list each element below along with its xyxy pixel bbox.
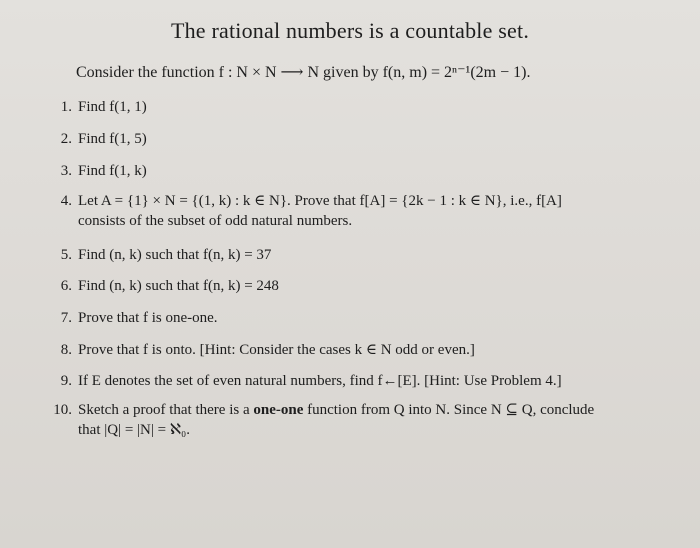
item-number: 5. [60, 247, 72, 263]
item-text: Find f(1, k) [78, 163, 147, 179]
item-text: Find (n, k) such that f(n, k) = 37 [78, 247, 272, 263]
item-text-segment: Sketch a proof that there is a [78, 402, 254, 418]
item-text-line-2: that |Q| = |N| = ℵ₀. [78, 422, 190, 438]
item-text-line-2: consists of the subset of odd natural numbers. [78, 213, 353, 229]
item-text [78, 191, 648, 231]
item-number: 2. [60, 131, 72, 147]
item-text: Find f(1, 5) [78, 131, 147, 147]
item-number: 7. [60, 310, 72, 326]
item-number: 3. [60, 163, 72, 179]
item-number: 8. [60, 342, 72, 358]
item-number: 6. [60, 278, 72, 294]
item-text: Find (n, k) such that f(n, k) = 248 [78, 278, 279, 294]
item-text: Find f(1, 1) [78, 99, 147, 115]
item-text: If E denotes the set of even natural numbers, find f←[E]. [Hint: Use Problem 4.] [78, 373, 562, 389]
item-text: Prove that f is onto. [Hint: Consider the cases k ∈ N odd or even.] [78, 342, 475, 358]
item-number: 4. [60, 193, 72, 209]
item-text-segment: function from Q into N. Since N ⊆ Q, conclude [303, 402, 595, 418]
item-number: 9. [60, 373, 72, 389]
item-text-bold: one-one [253, 402, 304, 418]
page-title: The rational numbers is a countable set. [170, 18, 530, 43]
item-text-line-1 [78, 400, 648, 420]
intro-text: Consider the function f : N × N ⟶ N given by f(n, m) = 2ⁿ⁻¹(2m − 1). [76, 64, 531, 81]
item-text: Prove that f is one-one. [78, 310, 218, 326]
item-number: 1. [60, 99, 72, 115]
item-text [78, 400, 648, 440]
item-number: 10. [53, 402, 72, 418]
item-text-line-1: Let A = {1} × N = {(1, k) : k ∈ N}. Prove that f[A] = {2k − 1 : k ∈ N}, i.e., f[A] [78, 193, 562, 209]
